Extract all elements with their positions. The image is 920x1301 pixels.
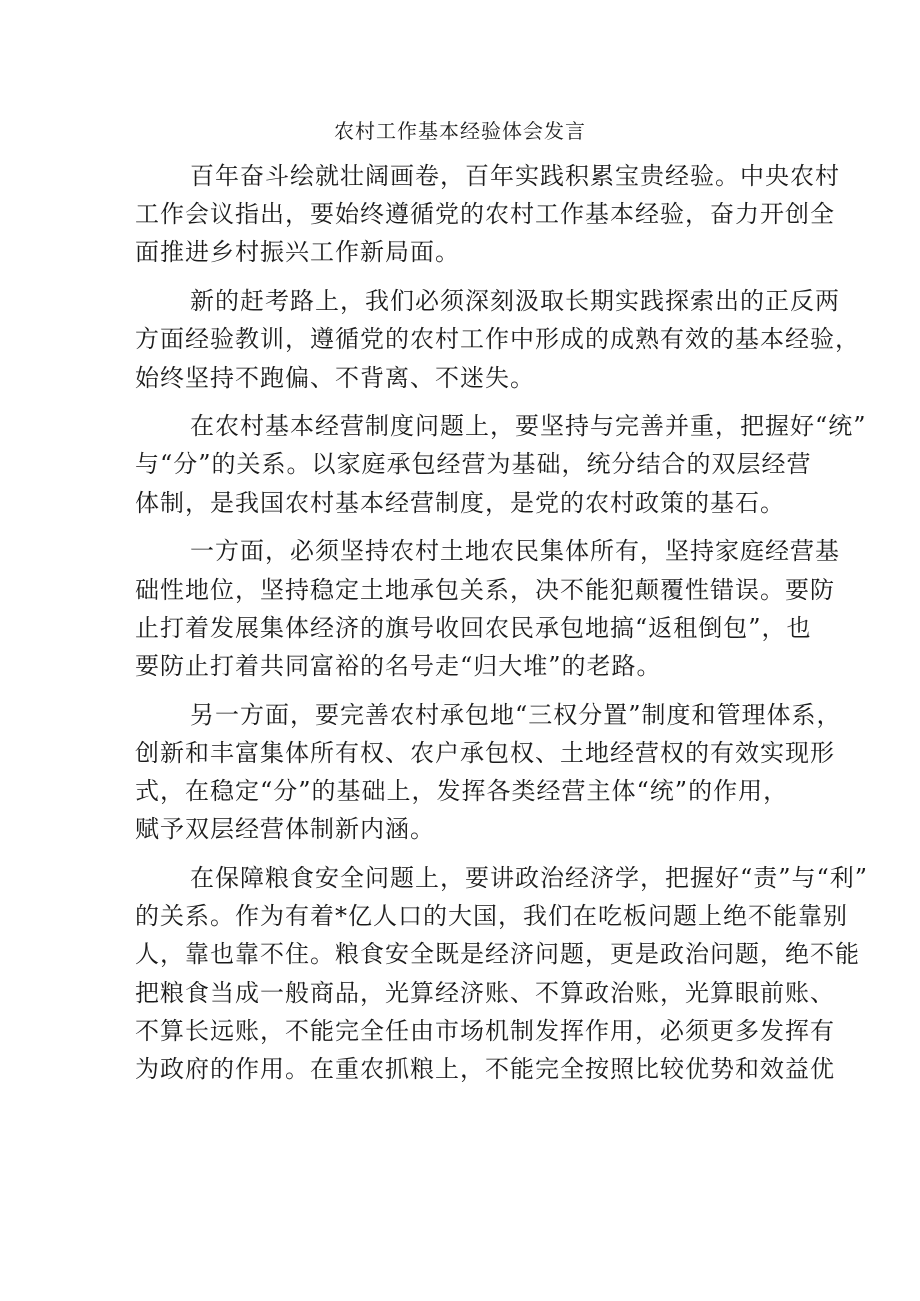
paragraph-line: 的关系。作为有着*亿人口的大国，我们在吃板问题上绝不能靠别 <box>135 902 848 931</box>
paragraph-line: 工作会议指出，要始终遵循党的农村工作基本经验，奋力开创全 <box>135 200 835 229</box>
paragraph-line: 始终坚持不跑偏、不背离、不迷失。 <box>135 363 535 392</box>
paragraph <box>135 859 869 1088</box>
paragraph-line: 新的赶考路上，我们必须深刻汲取长期实践探索出的正反两 <box>190 287 840 316</box>
paragraph-line: 础性地位，坚持稳定土地承包关系，决不能犯颠覆性错误。要防 <box>135 575 835 604</box>
document-title: 农村工作基本经验体会发言 <box>334 119 586 143</box>
paragraph <box>135 282 860 397</box>
paragraph-line: 与“分”的关系。以家庭承包经营为基础，统分结合的双层经营 <box>135 450 812 479</box>
paragraph-line: 创新和丰富集体所有权、农户承包权、土地经营权的有效实现形 <box>135 738 835 767</box>
paragraph-line: 另一方面，要完善农村承包地“三权分置”制度和管理体系， <box>190 700 842 729</box>
paragraph <box>135 696 842 849</box>
paragraph-line: 面推进乡村振兴工作新局面。 <box>135 238 460 267</box>
paragraph-line: 人，靠也靠不住。粮食安全既是经济问题，更是政治问题，绝不能 <box>135 940 860 969</box>
paragraph-line: 在农村基本经营制度问题上，要坚持与完善并重，把握好“统” <box>190 412 867 441</box>
paragraph-line: 一方面，必须坚持农村土地农民集体所有，坚持家庭经营基 <box>190 537 840 566</box>
paragraph-line: 百年奋斗绘就壮阔画卷，百年实践积累宝贵经验。中央农村 <box>190 162 840 190</box>
paragraph <box>135 532 840 685</box>
paragraph-line: 式，在稳定“分”的基础上，发挥各类经营主体“统”的作用， <box>135 777 789 806</box>
paragraph-line: 把粮食当成一般商品，光算经济账、不算政治账，光算眼前账、 <box>135 978 835 1007</box>
paragraph-line: 赋予双层经营体制新内涵。 <box>135 815 435 844</box>
paragraph-line: 方面经验教训，遵循党的农村工作中形成的成熟有效的基本经验， <box>135 325 860 354</box>
paragraph <box>135 407 867 522</box>
paragraph-line: 在保障粮食安全问题上，要讲政治经济学，把握好“责”与“利” <box>190 863 869 892</box>
paragraph-line: 不算长远账，不能完全任由市场机制发挥作用，必须更多发挥有 <box>135 1016 835 1045</box>
paragraph <box>135 157 840 272</box>
paragraph-line: 要防止打着共同富裕的名号走“归大堆”的老路。 <box>135 651 662 680</box>
paragraph-line: 止打着发展集体经济的旗号收回农民承包地搞“返租倒包”，也 <box>135 613 812 642</box>
paragraph-line: 体制，是我国农村基本经营制度，是党的农村政策的基石。 <box>135 488 785 517</box>
document-body <box>135 157 869 1099</box>
paragraph-line: 为政府的作用。在重农抓粮上，不能完全按照比较优势和效益优 <box>135 1054 835 1083</box>
